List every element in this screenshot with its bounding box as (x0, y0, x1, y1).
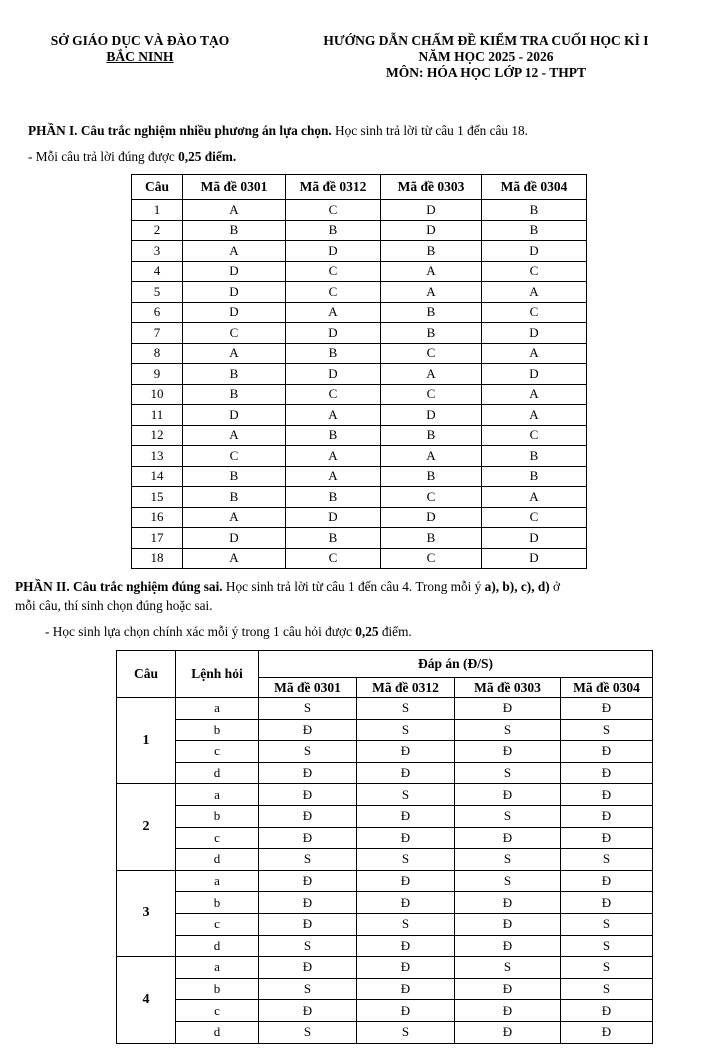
part2-heading (15, 578, 715, 595)
answer-cell: C (381, 487, 482, 508)
answer-cell: A (482, 282, 587, 303)
answer-cell: S (455, 849, 561, 871)
answer-cell: S (259, 741, 357, 763)
answer-cell: A (381, 364, 482, 385)
answer-cell: S (357, 784, 455, 806)
answer-cell: S (561, 913, 653, 935)
part1-title: PHẦN I. Câu trắc nghiệm nhiều phương án lựa chọn. (28, 123, 332, 138)
answer-cell: Đ (561, 827, 653, 849)
answer-cell: C (286, 261, 381, 282)
answer-cell: Đ (357, 935, 455, 957)
answer-cell: C (381, 384, 482, 405)
part1-score-value: 0,25 điểm. (178, 149, 237, 164)
question-number-cell: 11 (132, 405, 183, 426)
answer-cell: D (183, 282, 286, 303)
answer-cell: Đ (357, 978, 455, 1000)
part1-answer-table (131, 174, 587, 569)
table-row (117, 698, 653, 720)
answer-cell: B (381, 323, 482, 344)
answer-cell: B (381, 466, 482, 487)
answer-cell: Đ (259, 913, 357, 935)
part2-score-note (45, 623, 412, 640)
code-header: Mã đề 0312 (357, 678, 455, 698)
answer-cell: Đ (259, 1000, 357, 1022)
answer-cell: Đ (455, 827, 561, 849)
part2-answer-table (116, 650, 653, 1044)
header-dap-an: Đáp án (Đ/S) (259, 651, 653, 678)
answer-cell: A (183, 241, 286, 262)
item-letter-cell: c (176, 913, 259, 935)
answer-cell: Đ (561, 741, 653, 763)
part2-title: PHẦN II. Câu trắc nghiệm đúng sai. (15, 579, 223, 594)
answer-cell: Đ (455, 784, 561, 806)
col-header: Mã đề 0301 (183, 175, 286, 200)
answer-cell: S (455, 870, 561, 892)
table-row (132, 405, 587, 426)
answer-cell: C (183, 323, 286, 344)
answer-cell: Đ (259, 719, 357, 741)
header-cau: Câu (117, 651, 176, 698)
table-row (117, 892, 653, 914)
table-row (132, 241, 587, 262)
answer-cell: Đ (357, 1000, 455, 1022)
answer-cell: C (286, 200, 381, 221)
answer-cell: D (183, 302, 286, 323)
table-row (132, 323, 587, 344)
table-row (132, 364, 587, 385)
answer-cell: D (381, 507, 482, 528)
answer-cell: Đ (357, 870, 455, 892)
table-row (132, 220, 587, 241)
answer-cell: D (482, 548, 587, 569)
department-name: SỞ GIÁO DỤC VÀ ĐÀO TẠO (50, 33, 230, 48)
col-header: Mã đề 0304 (482, 175, 587, 200)
question-number-cell: 18 (132, 548, 183, 569)
answer-cell: D (482, 241, 587, 262)
answer-cell: Đ (561, 762, 653, 784)
question-number-cell: 3 (132, 241, 183, 262)
part1-score-note (28, 148, 236, 165)
answer-cell: Đ (357, 827, 455, 849)
answer-cell: D (286, 323, 381, 344)
part2-intro-items: a), b), c), d) (484, 579, 550, 594)
table-row (132, 261, 587, 282)
answer-cell: A (381, 282, 482, 303)
answer-cell: Đ (455, 1021, 561, 1043)
item-letter-cell: a (176, 784, 259, 806)
part1-score-prefix: - Mỗi câu trả lời đúng được (28, 149, 179, 164)
answer-cell: Đ (561, 784, 653, 806)
answer-cell: S (259, 1021, 357, 1043)
table-row (132, 425, 587, 446)
answer-cell: A (183, 548, 286, 569)
answer-cell: Đ (259, 957, 357, 979)
table-row (117, 784, 653, 806)
answer-cell: B (482, 200, 587, 221)
question-number-cell: 5 (132, 282, 183, 303)
answer-cell: A (381, 446, 482, 467)
answer-cell: D (183, 528, 286, 549)
answer-cell: C (482, 302, 587, 323)
question-number-cell: 4 (117, 957, 176, 1043)
answer-cell: Đ (561, 698, 653, 720)
question-number-cell: 2 (132, 220, 183, 241)
item-letter-cell: c (176, 1000, 259, 1022)
part2-score-prefix: - Học sinh lựa chọn chính xác mỗi ý trong 1 câu hỏi được (45, 624, 356, 639)
subject-line: MÔN: HÓA HỌC LỚP 12 - THPT (385, 65, 586, 80)
answer-cell: Đ (357, 957, 455, 979)
table-row (117, 1000, 653, 1022)
answer-cell: A (381, 261, 482, 282)
answer-cell: Đ (561, 805, 653, 827)
part2-intro-a: Học sinh trả lời từ câu 1 đến câu 4. Trong mỗi ý (222, 579, 485, 594)
answer-cell: A (482, 487, 587, 508)
table-row (132, 487, 587, 508)
table-row (132, 302, 587, 323)
header-left (28, 33, 252, 65)
answer-cell: A (286, 446, 381, 467)
answer-cell: Đ (259, 892, 357, 914)
answer-cell: C (381, 548, 482, 569)
answer-cell: B (183, 364, 286, 385)
answer-cell: S (455, 805, 561, 827)
answer-cell: Đ (455, 698, 561, 720)
item-letter-cell: a (176, 870, 259, 892)
answer-cell: A (183, 200, 286, 221)
answer-cell: B (381, 241, 482, 262)
col-header: Câu (132, 175, 183, 200)
answer-cell: A (482, 405, 587, 426)
answer-cell: C (482, 425, 587, 446)
answer-cell: B (381, 302, 482, 323)
answer-cell: S (259, 698, 357, 720)
answer-cell: A (482, 384, 587, 405)
part1-heading (28, 122, 528, 139)
answer-cell: B (482, 466, 587, 487)
answer-cell: D (381, 220, 482, 241)
table-row (132, 200, 587, 221)
answer-cell: C (482, 261, 587, 282)
item-letter-cell: b (176, 892, 259, 914)
answer-cell: Đ (357, 805, 455, 827)
answer-cell: D (482, 364, 587, 385)
part2-table-body (117, 698, 653, 1044)
answer-cell: D (482, 528, 587, 549)
answer-cell: Đ (259, 805, 357, 827)
answer-cell: A (286, 466, 381, 487)
question-number-cell: 8 (132, 343, 183, 364)
answer-cell: D (381, 405, 482, 426)
answer-cell: Đ (455, 1000, 561, 1022)
answer-cell: S (259, 935, 357, 957)
item-letter-cell: c (176, 741, 259, 763)
table-row (117, 827, 653, 849)
col-header: Mã đề 0312 (286, 175, 381, 200)
table-row (117, 805, 653, 827)
answer-cell: D (286, 241, 381, 262)
answer-cell: D (286, 364, 381, 385)
item-letter-cell: b (176, 978, 259, 1000)
item-letter-cell: b (176, 719, 259, 741)
answer-cell: B (286, 528, 381, 549)
part2-score-suffix: điểm. (378, 624, 412, 639)
answer-cell: S (561, 719, 653, 741)
code-header: Mã đề 0304 (561, 678, 653, 698)
answer-cell: A (183, 343, 286, 364)
item-letter-cell: c (176, 827, 259, 849)
answer-cell: B (183, 384, 286, 405)
part2-intro-line2: mỗi câu, thí sinh chọn đúng hoặc sai. (15, 598, 213, 613)
table-row (132, 384, 587, 405)
school-year: NĂM HỌC 2025 - 2026 (418, 49, 554, 64)
answer-cell: C (482, 507, 587, 528)
table-row (117, 913, 653, 935)
answer-cell: C (183, 446, 286, 467)
part2-score-value: 0,25 (355, 624, 379, 639)
question-number-cell: 10 (132, 384, 183, 405)
answer-cell: Đ (455, 741, 561, 763)
table-row (132, 282, 587, 303)
table-row (117, 870, 653, 892)
question-number-cell: 2 (117, 784, 176, 870)
answer-cell: Đ (259, 784, 357, 806)
table-row (132, 507, 587, 528)
question-number-cell: 17 (132, 528, 183, 549)
answer-cell: S (357, 698, 455, 720)
answer-cell: S (455, 762, 561, 784)
question-number-cell: 1 (117, 698, 176, 784)
question-number-cell: 14 (132, 466, 183, 487)
answer-cell: B (183, 487, 286, 508)
item-letter-cell: d (176, 849, 259, 871)
part2-header-row-1 (117, 651, 653, 678)
answer-cell: S (561, 849, 653, 871)
answer-cell: S (455, 719, 561, 741)
table-row (117, 935, 653, 957)
answer-cell: S (561, 957, 653, 979)
table-row (117, 978, 653, 1000)
answer-cell: D (286, 507, 381, 528)
answer-cell: A (183, 425, 286, 446)
answer-cell: B (183, 220, 286, 241)
answer-cell: D (381, 200, 482, 221)
answer-cell: S (561, 978, 653, 1000)
answer-cell: Đ (357, 741, 455, 763)
document-title: HƯỚNG DẪN CHẤM ĐỀ KIỂM TRA CUỐI HỌC KÌ I (323, 33, 649, 48)
answer-cell: Đ (455, 978, 561, 1000)
answer-cell: S (259, 849, 357, 871)
question-number-cell: 7 (132, 323, 183, 344)
table-row (117, 762, 653, 784)
question-number-cell: 1 (132, 200, 183, 221)
header-lenh-hoi: Lệnh hỏi (176, 651, 259, 698)
question-number-cell: 16 (132, 507, 183, 528)
answer-cell: B (482, 220, 587, 241)
answer-cell: Đ (455, 935, 561, 957)
item-letter-cell: d (176, 935, 259, 957)
question-number-cell: 13 (132, 446, 183, 467)
table-row (132, 528, 587, 549)
header-right (266, 33, 706, 81)
answer-cell: C (286, 282, 381, 303)
answer-cell: D (183, 405, 286, 426)
question-number-cell: 9 (132, 364, 183, 385)
answer-cell: S (561, 935, 653, 957)
answer-cell: S (357, 849, 455, 871)
answer-cell: B (286, 487, 381, 508)
question-number-cell: 6 (132, 302, 183, 323)
answer-cell: B (482, 446, 587, 467)
answer-cell: Đ (455, 913, 561, 935)
table-row (117, 849, 653, 871)
answer-cell: Đ (561, 892, 653, 914)
answer-cell: D (183, 261, 286, 282)
answer-cell: A (482, 343, 587, 364)
code-header: Mã đề 0303 (455, 678, 561, 698)
answer-cell: Đ (357, 892, 455, 914)
province-name: BẮC NINH (106, 49, 174, 64)
col-header: Mã đề 0303 (381, 175, 482, 200)
item-letter-cell: d (176, 762, 259, 784)
answer-cell: A (286, 405, 381, 426)
table-row (117, 1021, 653, 1043)
answer-cell: S (259, 978, 357, 1000)
answer-cell: C (381, 343, 482, 364)
answer-cell: S (357, 913, 455, 935)
answer-cell: C (286, 548, 381, 569)
answer-cell: S (357, 719, 455, 741)
item-letter-cell: a (176, 957, 259, 979)
table-row (132, 446, 587, 467)
table-row (117, 741, 653, 763)
answer-cell: B (286, 220, 381, 241)
item-letter-cell: d (176, 1021, 259, 1043)
code-header: Mã đề 0301 (259, 678, 357, 698)
table-row (117, 719, 653, 741)
answer-cell: B (286, 425, 381, 446)
answer-cell: S (455, 957, 561, 979)
answer-cell: A (286, 302, 381, 323)
part2-intro-c: ở (549, 579, 561, 594)
answer-cell: B (381, 425, 482, 446)
answer-cell: B (286, 343, 381, 364)
answer-cell: Đ (561, 1021, 653, 1043)
question-number-cell: 3 (117, 870, 176, 956)
answer-cell: Đ (259, 762, 357, 784)
answer-cell: B (381, 528, 482, 549)
table-row (132, 466, 587, 487)
part1-intro: Học sinh trả lời từ câu 1 đến câu 18. (331, 123, 528, 138)
question-number-cell: 12 (132, 425, 183, 446)
answer-cell: Đ (259, 870, 357, 892)
answer-cell: Đ (357, 762, 455, 784)
answer-cell: A (183, 507, 286, 528)
table-row (132, 548, 587, 569)
answer-cell: B (183, 466, 286, 487)
part1-table-body (132, 200, 587, 569)
question-number-cell: 4 (132, 261, 183, 282)
answer-cell: S (357, 1021, 455, 1043)
answer-cell: D (482, 323, 587, 344)
part1-header-row (132, 175, 587, 200)
item-letter-cell: b (176, 805, 259, 827)
answer-cell: C (286, 384, 381, 405)
question-number-cell: 15 (132, 487, 183, 508)
item-letter-cell: a (176, 698, 259, 720)
answer-cell: Đ (561, 1000, 653, 1022)
table-row (132, 343, 587, 364)
answer-cell: Đ (561, 870, 653, 892)
table-row (117, 957, 653, 979)
answer-cell: Đ (259, 827, 357, 849)
answer-cell: Đ (455, 892, 561, 914)
